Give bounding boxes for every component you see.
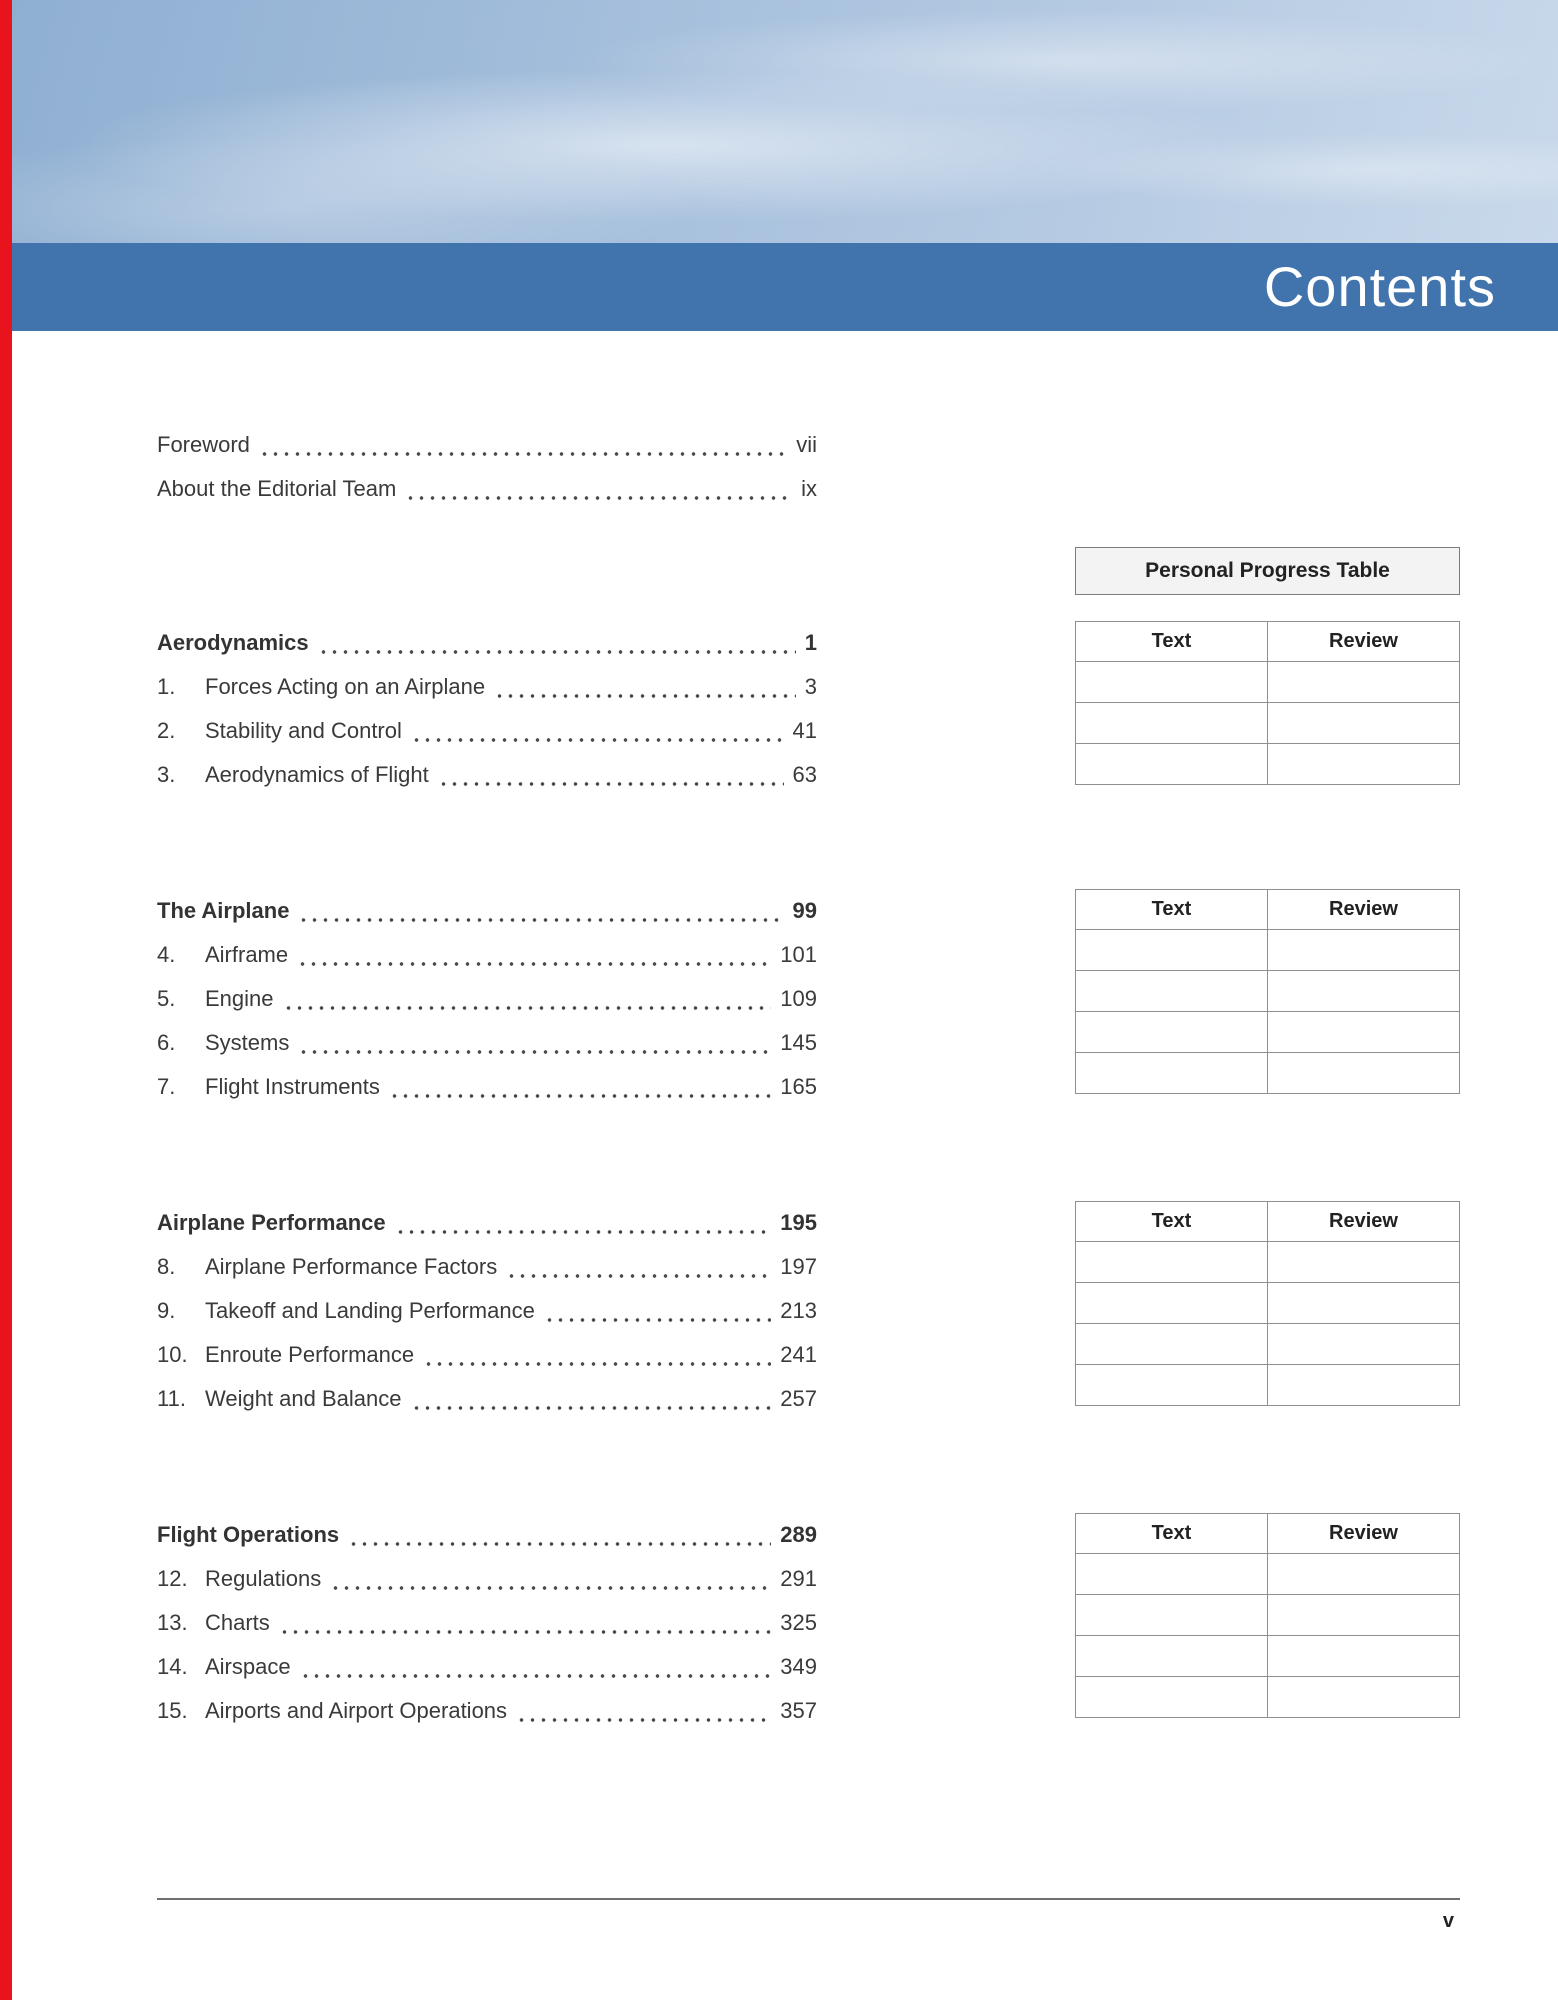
toc-page-number: 349 xyxy=(780,1654,817,1679)
dot-leader xyxy=(405,467,792,511)
toc-entry-label: Aerodynamics of Flight xyxy=(205,762,429,787)
dot-leader xyxy=(318,621,796,665)
toc-page-number: 41 xyxy=(792,718,817,743)
toc-page-number: vii xyxy=(796,432,817,457)
dot-leader xyxy=(330,1557,771,1601)
toc-section-title: The Airplane xyxy=(157,898,290,923)
toc-column xyxy=(157,889,817,1109)
dot-leader xyxy=(297,933,771,977)
dot-leader xyxy=(395,1201,772,1245)
toc-entry-row xyxy=(157,1645,817,1689)
progress-cell-empty xyxy=(1268,1554,1460,1595)
progress-cell-empty xyxy=(1268,703,1460,744)
progress-cell-empty xyxy=(1076,744,1268,785)
progress-cell-empty xyxy=(1076,1053,1268,1094)
toc-entry-label: Systems xyxy=(205,1030,290,1055)
progress-table xyxy=(1075,1201,1460,1406)
toc-page-number: 99 xyxy=(792,898,817,923)
toc-page-number: 1 xyxy=(804,630,817,655)
progress-cell-empty xyxy=(1268,1365,1460,1406)
dot-leader xyxy=(348,1513,771,1557)
dot-leader xyxy=(494,665,796,709)
dot-leader xyxy=(389,1065,771,1109)
toc-entry-number: 5. xyxy=(157,986,176,1011)
toc-page-number: 257 xyxy=(780,1386,817,1411)
col-text-header: Text xyxy=(1076,890,1268,930)
toc-section-title-row xyxy=(157,889,817,933)
toc-entry-row xyxy=(157,1245,817,1289)
toc-entry-label: Airspace xyxy=(205,1654,291,1679)
progress-cell-empty xyxy=(1076,1365,1268,1406)
toc-section-title-row xyxy=(157,621,817,665)
dot-leader xyxy=(438,753,784,797)
toc-entry-label: About the Editorial Team xyxy=(157,476,397,501)
footer-rule xyxy=(157,1898,1460,1900)
toc-entry-number: 14. xyxy=(157,1654,188,1679)
dot-leader xyxy=(283,977,772,1021)
progress-cell-empty xyxy=(1076,1636,1268,1677)
toc-page-number: 291 xyxy=(780,1566,817,1591)
toc-section-title-row xyxy=(157,1201,817,1245)
frontmatter xyxy=(157,423,817,511)
toc-entry-row xyxy=(157,423,817,467)
progress-cell-empty xyxy=(1076,662,1268,703)
toc-section xyxy=(157,621,1460,797)
toc-entry-label: Engine xyxy=(205,986,274,1011)
toc-section xyxy=(157,1513,1460,1733)
toc-entry-number: 11. xyxy=(157,1386,186,1411)
toc-sections xyxy=(157,621,1460,1733)
toc-page-number: 289 xyxy=(780,1522,817,1547)
toc-entry-row xyxy=(157,1601,817,1645)
toc-entry-row xyxy=(157,1065,817,1109)
dot-leader xyxy=(300,1645,772,1689)
toc-page-number: 145 xyxy=(780,1030,817,1055)
toc-entry-label: Takeoff and Landing Performance xyxy=(205,1298,535,1323)
toc-entry-label: Charts xyxy=(205,1610,270,1635)
toc-entry-row xyxy=(157,665,817,709)
col-text-header: Text xyxy=(1076,1202,1268,1242)
toc-entry-number: 4. xyxy=(157,942,176,967)
toc-entry-row xyxy=(157,1021,817,1065)
toc-entry-label: Airframe xyxy=(205,942,289,967)
col-review-header: Review xyxy=(1268,622,1460,662)
progress-cell-empty xyxy=(1268,1012,1460,1053)
toc-page-number: 241 xyxy=(780,1342,817,1367)
toc-entry-number: 8. xyxy=(157,1254,176,1279)
toc-entry-row xyxy=(157,977,817,1021)
progress-table-column xyxy=(1075,1513,1460,1718)
toc-page-number: 63 xyxy=(792,762,817,787)
progress-cell-empty xyxy=(1268,1242,1460,1283)
progress-cell-empty xyxy=(1268,744,1460,785)
page-footer xyxy=(157,1898,1460,1933)
dot-leader xyxy=(544,1289,771,1333)
toc-entry-row xyxy=(157,467,817,511)
dot-leader xyxy=(411,709,784,753)
progress-cell-empty xyxy=(1076,1242,1268,1283)
toc-section-title: Aerodynamics xyxy=(157,630,309,655)
col-text-header: Text xyxy=(1076,622,1268,662)
toc-page-number: 213 xyxy=(780,1298,817,1323)
toc-page-number: 357 xyxy=(780,1698,817,1723)
toc-entry-label: Enroute Performance xyxy=(205,1342,415,1367)
sky-banner-image xyxy=(12,0,1558,243)
dot-leader xyxy=(298,889,783,933)
progress-cell-empty xyxy=(1268,1053,1460,1094)
progress-table xyxy=(1075,1513,1460,1718)
col-review-header: Review xyxy=(1268,1514,1460,1554)
progress-cell-empty xyxy=(1076,1324,1268,1365)
dot-leader xyxy=(259,423,787,467)
toc-section xyxy=(157,889,1460,1109)
progress-cell-empty xyxy=(1076,1595,1268,1636)
progress-cell-empty xyxy=(1076,1012,1268,1053)
progress-table xyxy=(1075,889,1460,1094)
toc-entry-label: Foreword xyxy=(157,432,250,457)
toc-entry-row xyxy=(157,933,817,977)
toc-section-title-row xyxy=(157,1513,817,1557)
toc-entry-number: 2. xyxy=(157,718,176,743)
toc-section-title: Airplane Performance xyxy=(157,1210,386,1235)
left-accent-stripe xyxy=(0,0,12,2000)
toc-entry-number: 13. xyxy=(157,1610,188,1635)
progress-cell-empty xyxy=(1076,1283,1268,1324)
toc-entry-label: Stability and Control xyxy=(205,718,402,743)
toc-entry-row xyxy=(157,1689,817,1733)
toc-section xyxy=(157,1201,1460,1421)
dot-leader xyxy=(411,1377,772,1421)
dot-leader xyxy=(298,1021,771,1065)
toc-entry-row xyxy=(157,709,817,753)
progress-table xyxy=(1075,621,1460,785)
dot-leader xyxy=(516,1689,771,1733)
toc-entry-label: Regulations xyxy=(205,1566,322,1591)
col-review-header: Review xyxy=(1268,890,1460,930)
toc-entry-number: 3. xyxy=(157,762,176,787)
progress-cell-empty xyxy=(1076,930,1268,971)
progress-cell-empty xyxy=(1268,971,1460,1012)
toc-page-number: 197 xyxy=(780,1254,817,1279)
toc-entry-number: 1. xyxy=(157,674,176,699)
progress-cell-empty xyxy=(1268,1324,1460,1365)
toc-page-number: 3 xyxy=(804,674,817,699)
progress-cell-empty xyxy=(1076,703,1268,744)
col-review-header: Review xyxy=(1268,1202,1460,1242)
toc-page-number: 195 xyxy=(780,1210,817,1235)
toc-entry-label: Forces Acting on an Airplane xyxy=(205,674,486,699)
progress-cell-empty xyxy=(1268,1595,1460,1636)
col-text-header: Text xyxy=(1076,1514,1268,1554)
progress-cell-empty xyxy=(1268,662,1460,703)
progress-cell-empty xyxy=(1076,1554,1268,1595)
dot-leader xyxy=(506,1245,771,1289)
toc-entry-number: 7. xyxy=(157,1074,176,1099)
toc-column xyxy=(157,1201,817,1421)
page-title: Contents xyxy=(1263,255,1496,318)
toc-entry-number: 6. xyxy=(157,1030,176,1055)
toc-entry-label: Flight Instruments xyxy=(205,1074,380,1099)
progress-cell-empty xyxy=(1076,1677,1268,1718)
toc-entry-row xyxy=(157,1377,817,1421)
toc-entry-row xyxy=(157,753,817,797)
progress-cell-empty xyxy=(1268,1283,1460,1324)
toc-section-title: Flight Operations xyxy=(157,1522,340,1547)
toc-page-number: 101 xyxy=(780,942,817,967)
progress-table-column xyxy=(1075,889,1460,1094)
toc-page-number: 165 xyxy=(780,1074,817,1099)
toc-page-number: 325 xyxy=(780,1610,817,1635)
toc-entry-row xyxy=(157,1333,817,1377)
toc-entry-number: 10. xyxy=(157,1342,188,1367)
progress-cell-empty xyxy=(1268,1636,1460,1677)
toc-entry-number: 9. xyxy=(157,1298,176,1323)
toc-entry-label: Airplane Performance Factors xyxy=(205,1254,498,1279)
toc-entry-row xyxy=(157,1289,817,1333)
progress-table-column xyxy=(1075,1201,1460,1406)
toc-page-number: ix xyxy=(801,476,817,501)
progress-table-title: Personal Progress Table xyxy=(1075,547,1460,595)
progress-table-column xyxy=(1075,621,1460,785)
dot-leader xyxy=(423,1333,771,1377)
toc-column xyxy=(157,621,817,797)
toc-entry-number: 12. xyxy=(157,1566,188,1591)
toc-entry-row xyxy=(157,1557,817,1601)
toc-page-number: 109 xyxy=(780,986,817,1011)
header-band xyxy=(12,243,1558,331)
footer-page-number: v xyxy=(1442,1910,1454,1932)
progress-cell-empty xyxy=(1268,1677,1460,1718)
toc-entry-label: Airports and Airport Operations xyxy=(205,1698,508,1723)
progress-cell-empty xyxy=(1076,971,1268,1012)
dot-leader xyxy=(279,1601,771,1645)
toc-entry-label: Weight and Balance xyxy=(205,1386,402,1411)
toc-entry-number: 15. xyxy=(157,1698,188,1723)
content-area xyxy=(157,331,1460,1825)
toc-column xyxy=(157,1513,817,1733)
progress-cell-empty xyxy=(1268,930,1460,971)
